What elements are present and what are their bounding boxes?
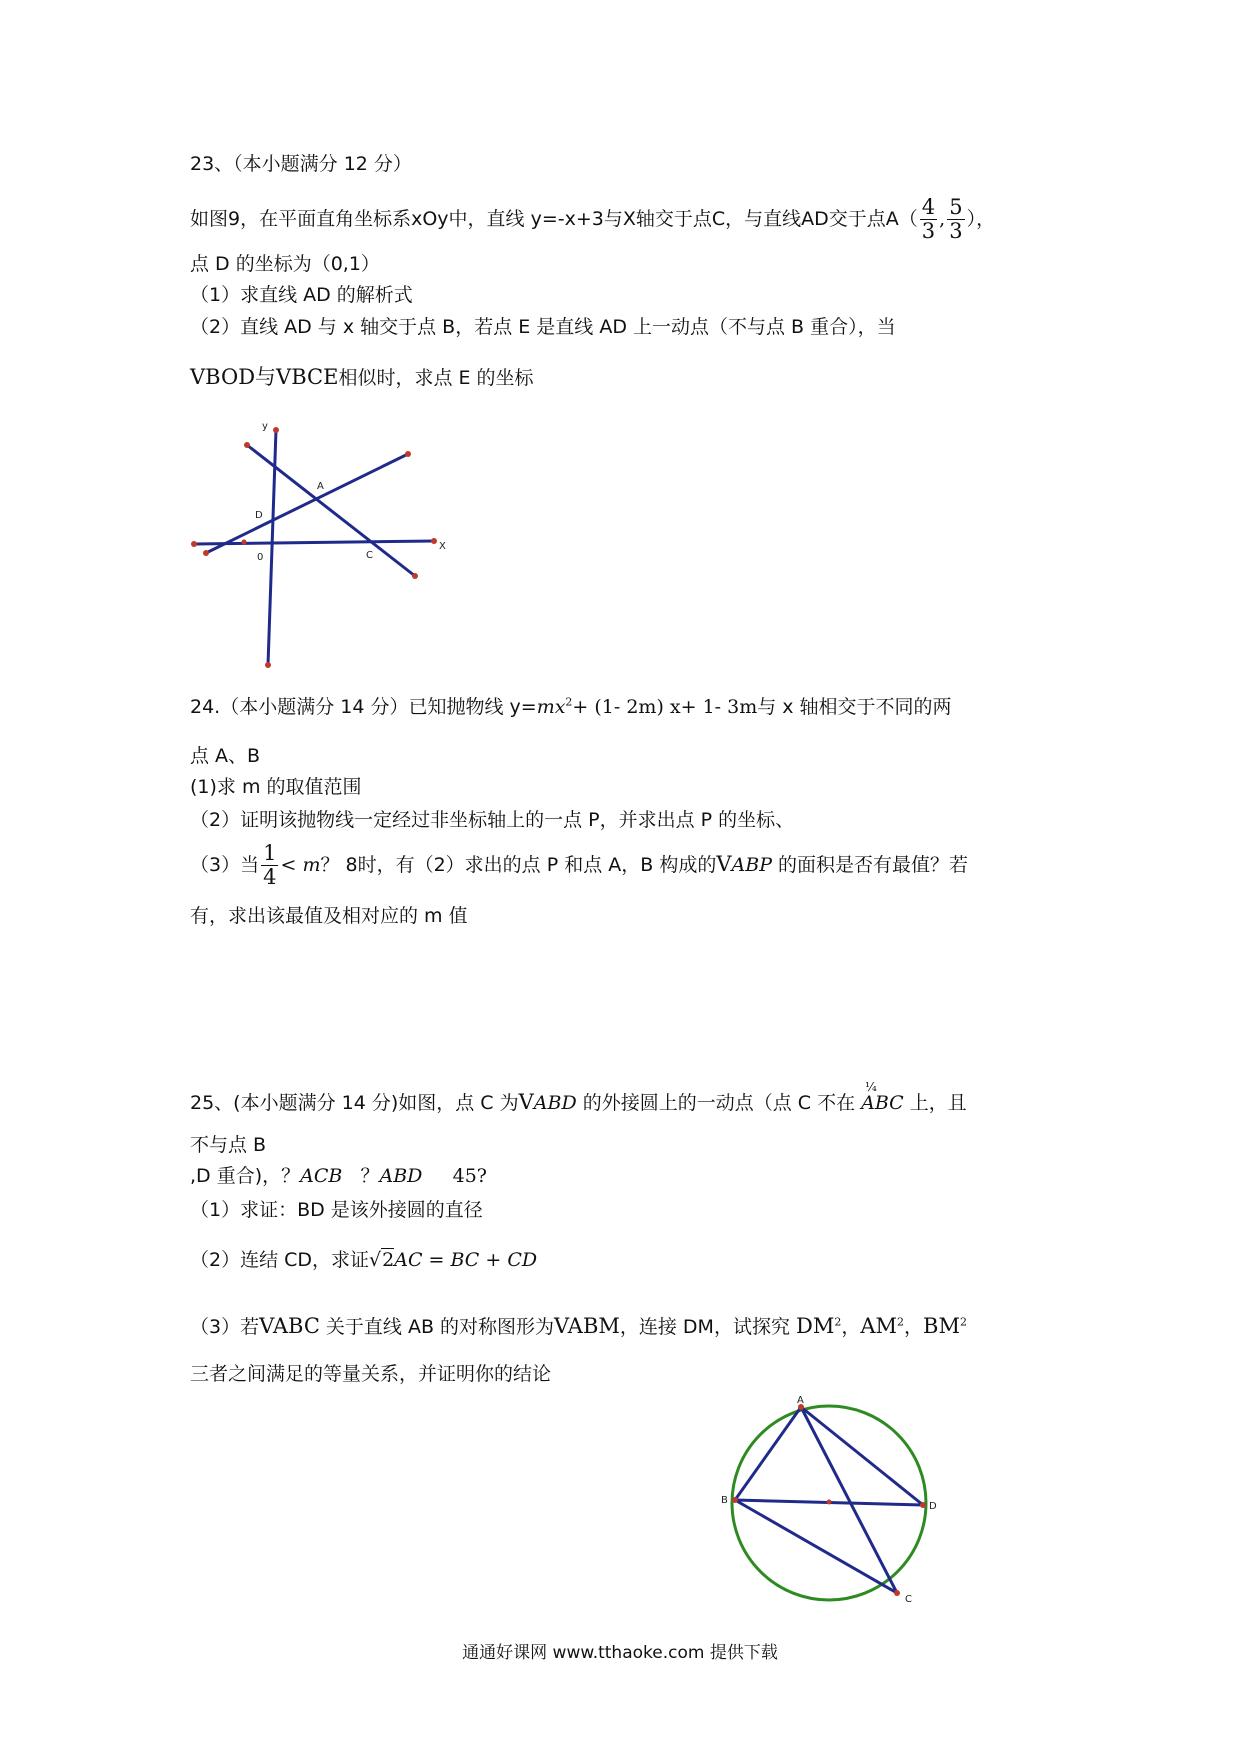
q24-part3-cont: 有，求出该最值及相对应的 m 值	[190, 905, 468, 927]
q24-title: 24.（本小题满分 14 分）已知抛物线 $y=mx^2+ (1-$ 2m) x+ 1- 3m与 x 轴相交于不同的两	[190, 695, 952, 718]
point	[412, 573, 418, 579]
label-x: X	[439, 541, 446, 552]
point	[242, 540, 247, 545]
point	[265, 662, 271, 668]
segment-ad	[801, 1407, 923, 1505]
footer-credit: 通通好课网 www.tthaoke.com 提供下载	[462, 1643, 778, 1663]
q25-line2: 不与点 B	[190, 1134, 267, 1156]
q24-line2: 点 A、B	[190, 745, 261, 767]
q23-coordinate-figure	[180, 415, 460, 675]
center-point	[827, 1500, 832, 1505]
label-a: A	[317, 481, 324, 492]
q25-circle-figure	[715, 1395, 945, 1610]
arc-mark: ¼	[865, 1080, 877, 1094]
q25-title: 25、(本小题满分 14 分)如图，点 C 为VABD 的外接圆上的一动点（点 C 不在 ¼ ABC 上，且	[190, 1080, 967, 1114]
label-a: A	[797, 1395, 804, 1406]
point	[203, 550, 209, 556]
point	[244, 442, 250, 448]
label-c: C	[905, 1594, 912, 1605]
label-o: 0	[257, 552, 264, 563]
label-c: C	[366, 550, 373, 561]
label-y: y	[262, 421, 268, 432]
label-d: D	[255, 510, 263, 521]
fraction-1-4: $\frac{1}{4}$	[263, 841, 277, 890]
fraction-5-3: $\frac{5}{3}$	[949, 195, 963, 244]
point	[732, 1497, 738, 1503]
label-b: B	[721, 1495, 728, 1506]
q24-part2: （2）证明该抛物线一定经过非坐标轴上的一点 P，并求出点 P 的坐标、	[190, 809, 795, 831]
line-ad	[206, 454, 408, 553]
q23-part2: （2）直线 AD 与 x 轴交于点 B，若点 E 是直线 AD 上一动点（不与点 B 重合），当	[190, 316, 896, 338]
q25-part3-cont: 三者之间满足的等量关系，并证明你的结论	[190, 1363, 552, 1385]
q24-part1: (1)求 m 的取值范围	[190, 776, 362, 798]
q23-statement-text: 如图9，在平面直角坐标系xOy中，直线 y=-x+3与X轴交于点C，与直线AD交于点A（	[190, 208, 918, 231]
sqrt-2: √2	[369, 1249, 395, 1271]
q24-part3: （3）当 $\frac{1}{4}$ < m？ 8时，有（2）求出的点 P 和点 A，B 构成的VABP 的面积是否有最值？若	[190, 841, 969, 890]
q23-title: 23、（本小题满分 12 分）	[190, 153, 412, 175]
point	[273, 427, 279, 433]
point	[920, 1502, 926, 1508]
label-d: D	[929, 1501, 937, 1512]
q25-part1: （1）求证：BD 是该外接圆的直径	[190, 1199, 483, 1221]
q25-part2: （2）连结 CD，求证√2AC = BC + CD	[190, 1249, 538, 1271]
q23-part1: （1）求直线 AD 的解析式	[190, 284, 413, 306]
q23-statement-line2: 点 D 的坐标为（0,1）	[190, 253, 380, 275]
q25-line3: ,D 重合)，？ACB ？ABD 45?	[190, 1165, 487, 1187]
point	[431, 538, 437, 544]
q23-statement-line1: 如图9，在平面直角坐标系xOy中，直线 y=-x+3与X轴交于点C，与直线AD交于点A（ $\frac{4}{3}$ , $\frac{5}{3}$ ），	[190, 195, 996, 244]
fraction-4-3: $\frac{4}{3}$	[921, 195, 936, 244]
q25-part3: （3）若VABC 关于直线 AB 的对称图形为VABM，连接 DM，试探究 $DM^2$，$AM^2$，$BM^2$	[190, 1314, 967, 1338]
point	[405, 451, 411, 457]
point	[894, 1590, 900, 1596]
q23-part2-cont: VBOD与VBCE相似时，求点 E 的坐标	[190, 365, 534, 389]
point	[191, 541, 197, 547]
